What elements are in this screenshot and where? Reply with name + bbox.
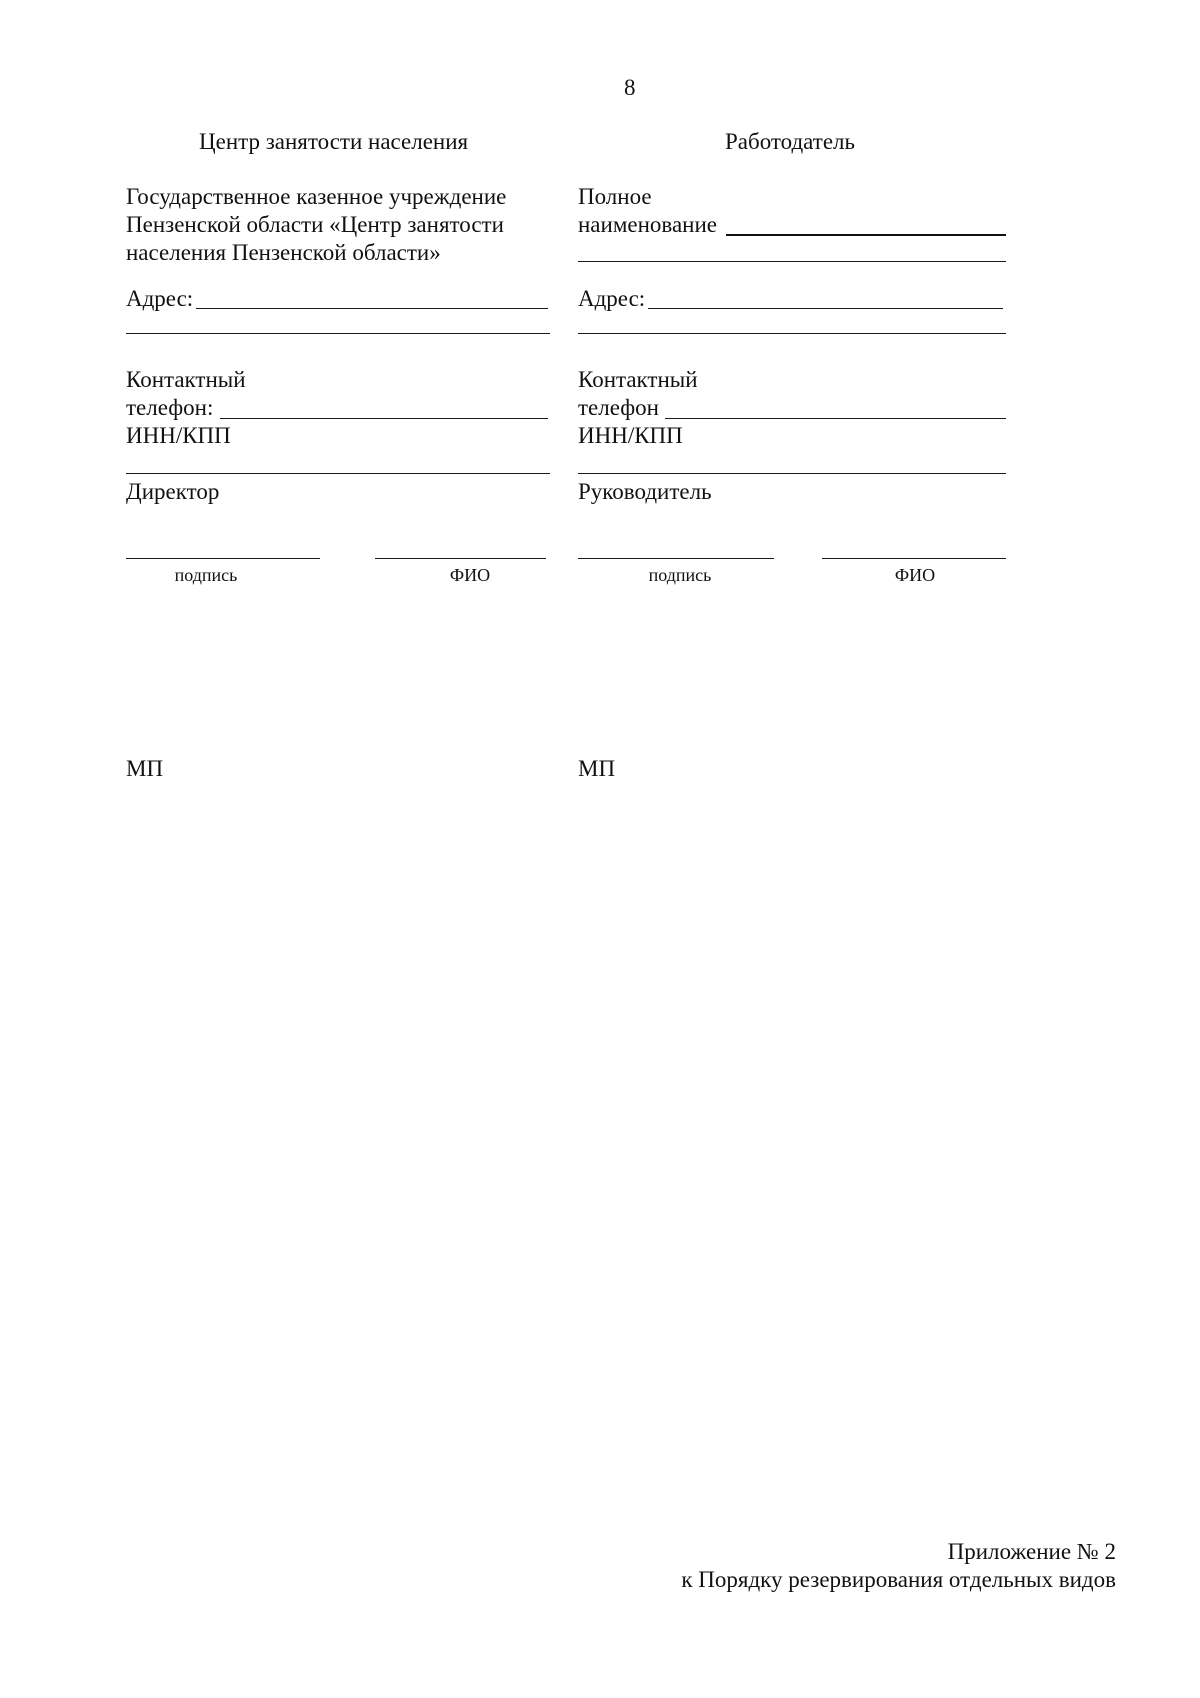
right-name-caption: ФИО: [894, 565, 936, 585]
right-address-field-line-1[interactable]: [648, 308, 1003, 309]
left-contact-line-1: Контактный: [126, 367, 246, 392]
right-role-label: Руководитель: [578, 479, 712, 504]
left-stamp-label: МП: [126, 756, 164, 781]
right-contact-line-2: телефон: [578, 395, 659, 420]
left-heading: Центр занятости населения: [199, 129, 469, 154]
right-fullname-field-line-1[interactable]: [726, 234, 1006, 236]
left-role-label: Директор: [126, 479, 220, 504]
left-name-line[interactable]: [375, 558, 546, 559]
right-inn-field-line[interactable]: [578, 473, 1006, 474]
left-name-caption: ФИО: [449, 565, 491, 585]
left-address-field-line-2[interactable]: [126, 333, 550, 334]
right-fullname-line-2: наименование: [578, 212, 717, 237]
right-fullname-line-1: Полное: [578, 184, 652, 209]
left-phone-field-line[interactable]: [220, 418, 548, 419]
right-signature-line[interactable]: [578, 558, 774, 559]
appendix-title: Приложение № 2: [947, 1539, 1116, 1564]
right-signature-caption: подпись: [648, 565, 712, 585]
right-address-field-line-2[interactable]: [578, 333, 1006, 334]
right-stamp-label: МП: [578, 756, 616, 781]
left-org-line-3: населения Пензенской области»: [126, 240, 441, 265]
right-fullname-field-line-2[interactable]: [578, 261, 1006, 262]
left-org-line-2: Пензенской области «Центр занятости: [126, 212, 504, 237]
right-heading: Работодатель: [725, 129, 856, 154]
left-address-label: Адрес:: [126, 286, 194, 311]
page-number: 8: [624, 75, 636, 100]
right-address-label: Адрес:: [578, 286, 646, 311]
left-address-field-line-1[interactable]: [196, 308, 548, 309]
left-inn-label: ИНН/КПП: [126, 423, 231, 448]
right-contact-line-1: Контактный: [578, 367, 698, 392]
appendix-subtitle: к Порядку резервирования отдельных видов: [681, 1567, 1116, 1592]
right-phone-field-line[interactable]: [665, 418, 1006, 419]
right-name-line[interactable]: [822, 558, 1006, 559]
left-inn-field-line[interactable]: [126, 473, 550, 474]
left-contact-line-2: телефон:: [126, 395, 214, 420]
left-signature-line[interactable]: [126, 558, 320, 559]
left-org-line-1: Государственное казенное учреждение: [126, 184, 507, 209]
right-inn-label: ИНН/КПП: [578, 423, 683, 448]
left-signature-caption: подпись: [174, 565, 238, 585]
